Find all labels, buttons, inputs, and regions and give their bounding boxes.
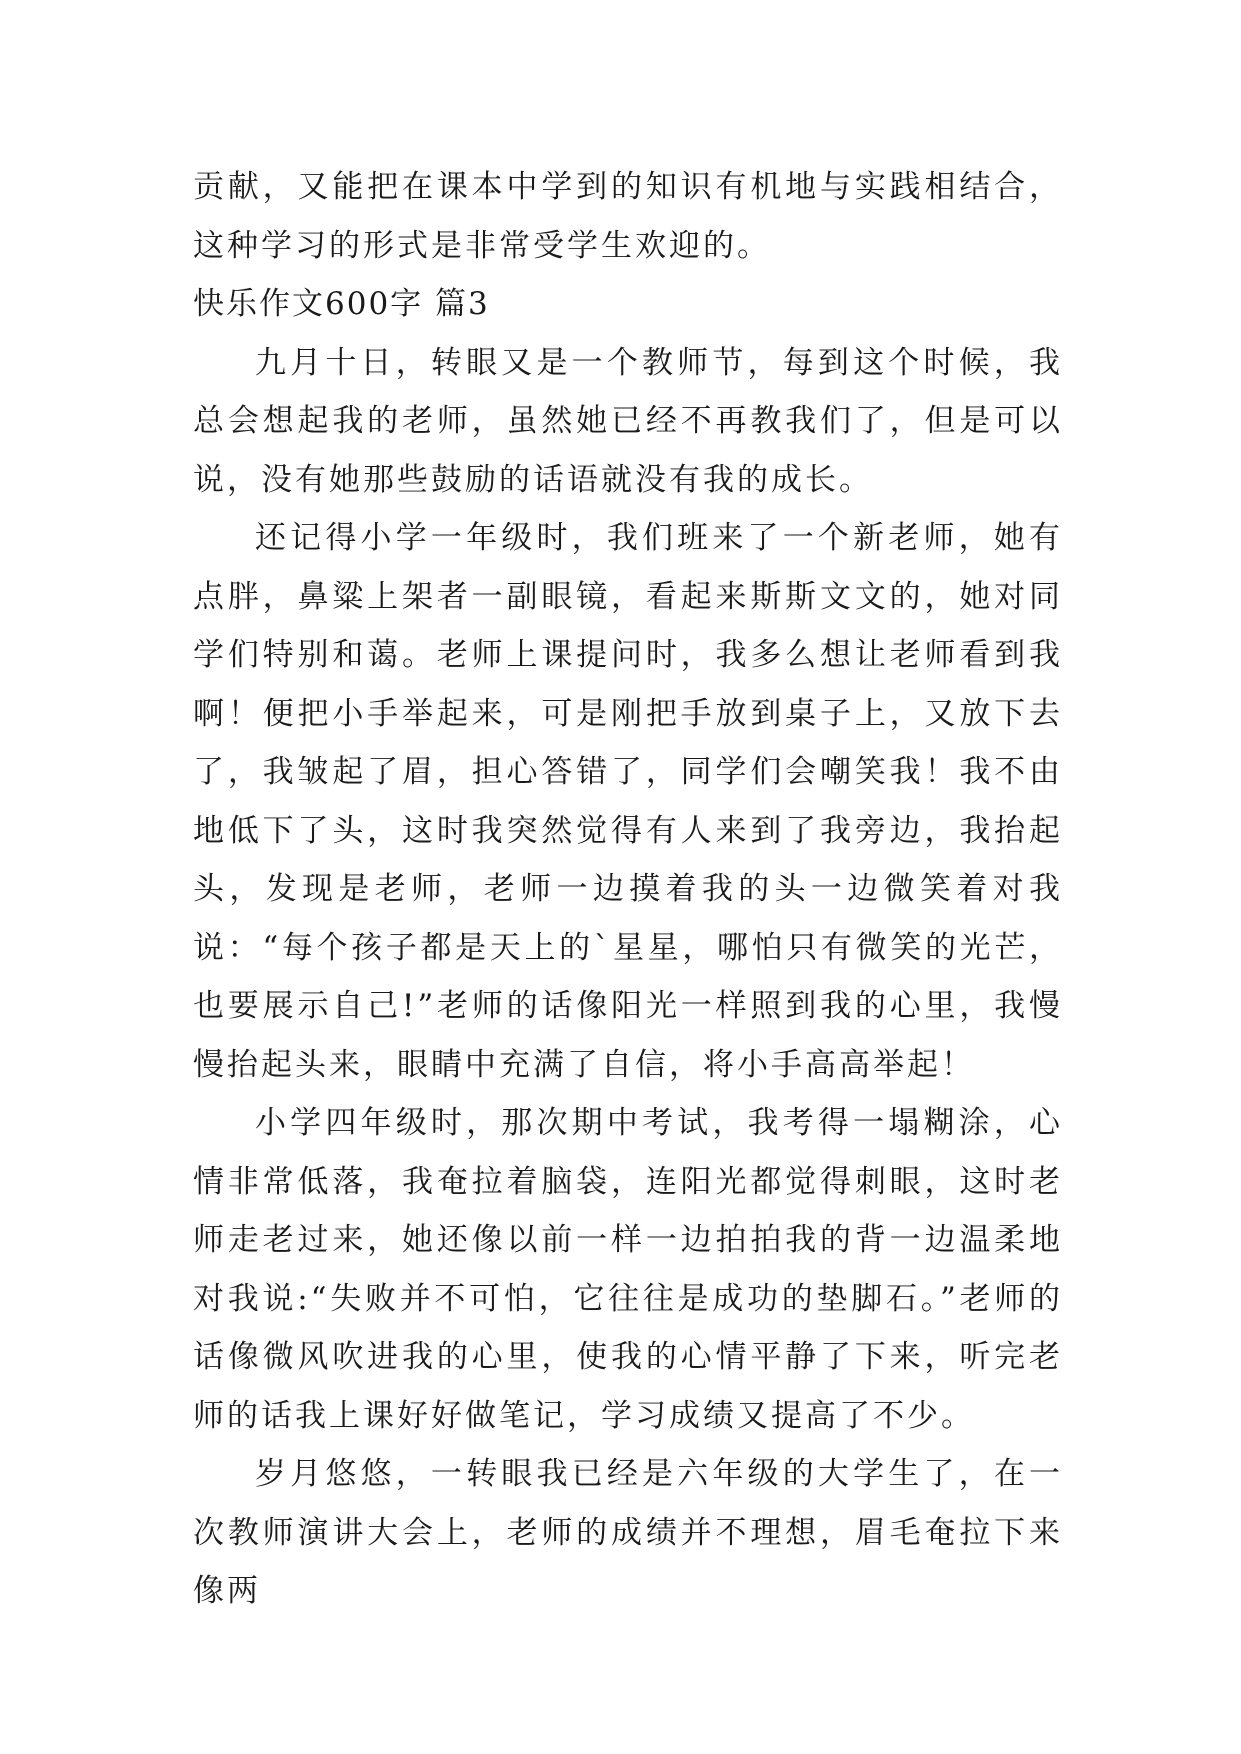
paragraph-4: 岁月悠悠，一转眼我已经是六年级的大学生了，在一次教师演讲大会上，老师的成绩并不理想，眉毛奄拉下来像两: [193, 1456, 1063, 1609]
paragraph-1: 九月十日，转眼又是一个教师节，每到这个时候，我总会想起我的老师，虽然她已经不再教我们了，但是可以说，没有她那些鼓励的话语就没有我的成长。: [193, 344, 1063, 498]
paragraph-3: 小学四年级时，那次期中考试，我考得一塌糊涂，心情非常低落，我奄拉着脑袋，连阳光都觉得刺眼，这时老师走老过来，她还像以前一样一边拍拍我的背一边温柔地对我说:“失败并不可怕，它往往是成功的垫脚石。”老师的话像微风吹进我的心里，使我的心情平静了下来，听完老师的话我上课好好做笔记，学习成绩又提高了不少。: [193, 1105, 1063, 1434]
paragraph-2: 还记得小学一年级时，我们班来了一个新老师，她有点胖，鼻粱上架者一副眼镜，看起来斯斯文文的，她对同学们特别和蔼。老师上课提问时，我多么想让老师看到我啊！便把小手举起来，可是刚把手放到桌子上，又放下去了，我皱起了眉，担心答错了，同学们会嘲笑我！我不由地低下了头，这时我突然觉得有人来到了我旁边，我抬起头，发现是老师，老师一边摸着我的头一边微笑着对我说：“每个孩子都是天上的`星星，哪怕只有微笑的光芒，也要展示自己!”老师的话像阳光一样照到我的心里，我慢慢抬起头来，眼睛中充满了自信，将小手高高举起！: [193, 520, 1063, 1083]
section-heading: 快乐作文600字 篇3: [193, 286, 490, 322]
document-body: [193, 158, 1063, 1621]
continued-paragraph: 贡献，又能把在课本中学到的知识有机地与实践相结合，这种学习的形式是非常受学生欢迎的。: [193, 169, 1063, 264]
